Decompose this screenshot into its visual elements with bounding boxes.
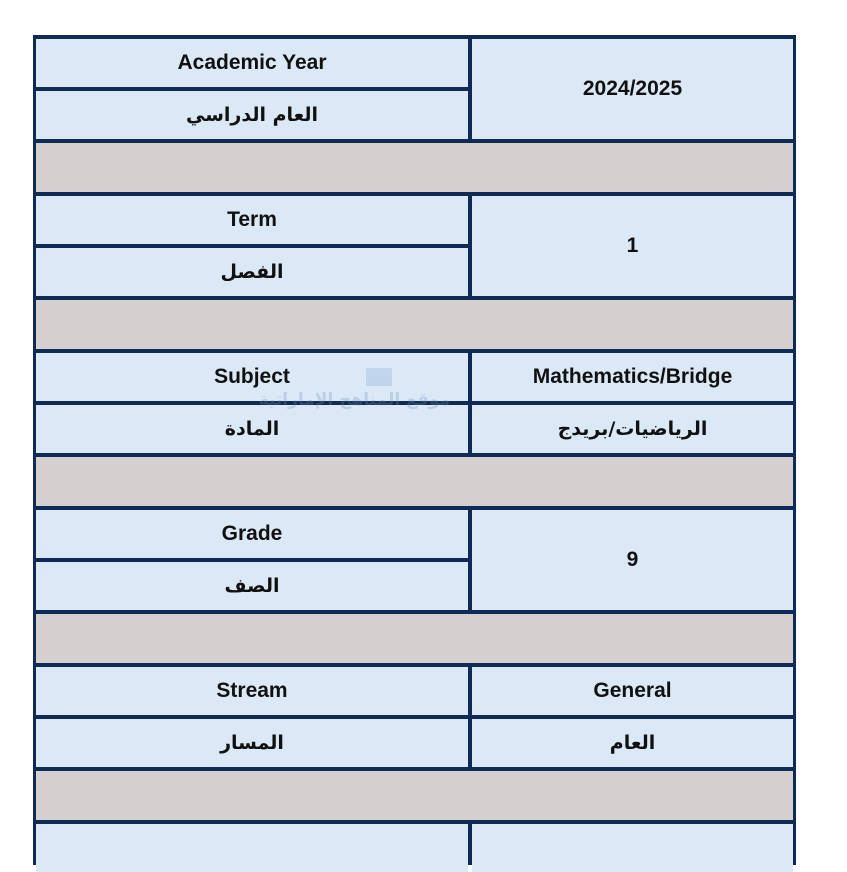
subject-label-arabic: المادة (36, 405, 468, 453)
grade-value: 9 (472, 510, 793, 610)
separator-row (36, 771, 793, 820)
subject-value: Mathematics/Bridge (472, 353, 793, 401)
academic-year-label: Academic Year (36, 39, 468, 87)
stream-label-arabic: المسار (36, 719, 468, 767)
term-value: 1 (472, 196, 793, 296)
stream-value-arabic: العام (472, 719, 793, 767)
subject-value-arabic: الرياضيات/بريدج (472, 405, 793, 453)
watermark-text: موقع المناهج الإماراتية (258, 390, 450, 410)
grade-label-arabic: الصف (36, 562, 468, 610)
next-row-value-cell (472, 824, 793, 872)
term-label: Term (36, 196, 468, 244)
next-row-label-cell (36, 824, 468, 872)
academic-year-value: 2024/2025 (472, 39, 793, 139)
separator-row (36, 300, 793, 349)
grade-label: Grade (36, 510, 468, 558)
term-label-arabic: الفصل (36, 248, 468, 296)
info-table (33, 35, 796, 865)
separator-row (36, 614, 793, 663)
academic-year-label-arabic: العام الدراسي (36, 91, 468, 139)
stream-value: General (472, 667, 793, 715)
separator-row (36, 143, 793, 192)
separator-row (36, 457, 793, 506)
subject-label: Subject (36, 353, 468, 401)
stream-label: Stream (36, 667, 468, 715)
